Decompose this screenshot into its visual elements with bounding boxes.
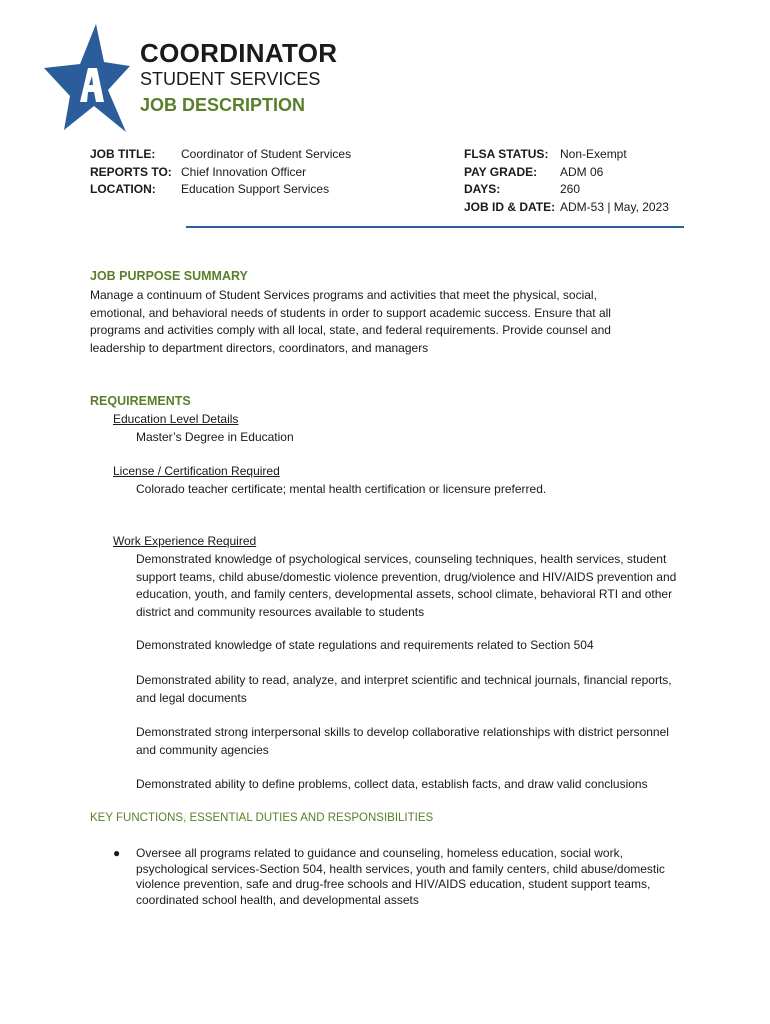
meta-key: FLSA STATUS: <box>464 147 549 161</box>
meta-value: ADM-53 | May, 2023 <box>560 199 669 214</box>
requirements-heading: REQUIREMENTS <box>90 394 191 408</box>
meta-key: DAYS: <box>464 182 501 196</box>
purpose-heading: JOB PURPOSE SUMMARY <box>90 269 248 283</box>
meta-value: Coordinator of Student Services <box>181 147 352 161</box>
meta-row-pay-grade <box>464 164 669 182</box>
education-label: Education Level Details <box>113 412 239 426</box>
purpose-text: Manage a continuum of Student Services programs and activities that meet the physical, social, emotional, and behavioral needs of students in order to support academic success. Ensure that all programs and activities comply with all local, state, and federal requirements. Provide counsel and leadership to department directors, coordinators, and managers <box>90 288 611 355</box>
meta-key: LOCATION: <box>90 182 156 196</box>
experience-item: Demonstrated ability to define problems, collect data, establish facts, and draw valid conclusions <box>136 777 648 791</box>
meta-row-location <box>90 181 351 199</box>
experience-item: Demonstrated knowledge of state regulations and requirements related to Section 504 <box>136 638 594 652</box>
page-subtitle: STUDENT SERVICES <box>140 69 321 89</box>
job-meta-right <box>464 146 669 216</box>
star-a-logo <box>44 24 130 132</box>
document-type: JOB DESCRIPTION <box>140 95 306 115</box>
page-title: COORDINATOR <box>140 38 338 68</box>
meta-value: ADM 06 <box>560 164 604 179</box>
job-meta-left <box>90 146 351 199</box>
meta-value: Non-Exempt <box>560 147 627 161</box>
header-divider <box>186 226 684 228</box>
meta-row-reports-to <box>90 164 351 182</box>
meta-key: JOB TITLE: <box>90 147 156 161</box>
meta-value: Chief Innovation Officer <box>181 164 307 179</box>
experience-item: Demonstrated knowledge of psychological services, counseling techniques, health services, student support teams, child abuse/domestic violence prevention, drug/violence and HIV/AIDS prevention and education, youth, and family centers, developmental assets, school climate, behavioral RTI and other district and community resources available to students <box>136 552 677 619</box>
license-label: License / Certification Required <box>113 464 280 478</box>
meta-key: PAY GRADE: <box>464 164 538 179</box>
function-item: Oversee all programs related to guidance and counseling, homeless education, social work, psychological services-Section 504, health services, youth and family centers, child abuse/domestic violence prevention, safe and drug-free schools and HIV/AIDS education, student support teams, coordinated school health, and developmental assets <box>136 846 665 907</box>
meta-value: 260 <box>560 182 581 196</box>
experience-item: Demonstrated strong interpersonal skills to develop collaborative relationships with district personnel and community agencies <box>136 725 669 757</box>
experience-item: Demonstrated ability to read, analyze, and interpret scientific and technical journals, financial reports, and legal documents <box>136 673 672 705</box>
functions-heading: KEY FUNCTIONS, ESSENTIAL DUTIES AND RESPONSIBILITIES <box>90 812 434 824</box>
meta-key: JOB ID & DATE: <box>464 199 556 214</box>
meta-value: Education Support Services <box>181 182 330 196</box>
bullet-icon: ● <box>113 846 121 860</box>
meta-row-job-id-date <box>464 199 669 217</box>
license-value: Colorado teacher certificate; mental health certification or licensure preferred. <box>136 482 547 496</box>
meta-row-flsa-status <box>464 146 669 164</box>
meta-key: REPORTS TO: <box>90 164 172 179</box>
meta-row-days <box>464 181 669 199</box>
education-value: Master’s Degree in Education <box>136 430 294 444</box>
experience-label: Work Experience Required <box>113 534 257 548</box>
meta-row-job-title <box>90 146 351 164</box>
